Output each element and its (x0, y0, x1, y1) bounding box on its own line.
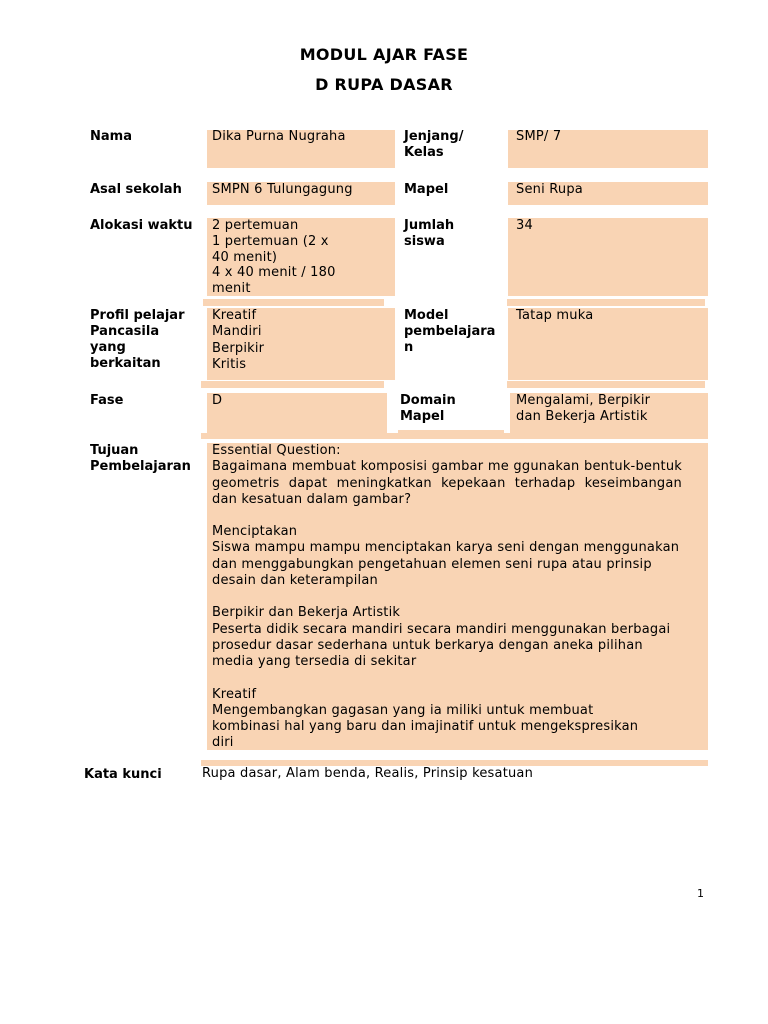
nama-value: Dika Purna Nugraha (212, 129, 346, 144)
menciptakan-heading: Menciptakan (212, 524, 298, 540)
kata-kunci-label: Kata kunci (84, 767, 162, 782)
jumlah-siswa-value: 34 (516, 218, 533, 233)
page-number: 1 (697, 887, 704, 900)
nama-label: Nama (90, 129, 132, 144)
jumlah-siswa-field[interactable] (508, 218, 708, 296)
field-separator (201, 433, 708, 439)
fase-label: Fase (90, 393, 124, 408)
document-title-line2: D RUPA DASAR (315, 75, 453, 94)
kreatif-heading: Kreatif (212, 686, 257, 702)
kata-kunci-value: Rupa dasar, Alam benda, Realis, Prinsip kesatuan (202, 766, 534, 781)
fase-value: D (212, 393, 223, 408)
mapel-label: Mapel (404, 182, 449, 197)
field-separator (507, 381, 705, 388)
berpikir-heading: Berpikir dan Bekerja Artistik (212, 605, 401, 621)
model-pembelajaran-value: Tatap muka (516, 308, 594, 323)
alokasi-waktu-label: Alokasi waktu (90, 218, 193, 233)
field-separator (201, 381, 384, 388)
menciptakan-text: Siswa mampu mampu menciptakan karya seni dengan menggunakan dan menggabungkan pengetahuan elemen seni rupa atau prinsip desain dan keterampilan (212, 540, 680, 589)
essential-question-heading: Essential Question: (212, 443, 341, 458)
profil-pelajar-value: Kreatif Mandiri Berpikir Kritis (212, 308, 265, 372)
essential-question-text: Bagaimana membuat komposisi gambar me ggunakan bentuk-bentuk geometris dapat meningkatkan kepekaan terhadap keseimbangan dan kesatuan dalam gambar? (212, 459, 682, 507)
model-pembelajaran-label: Model pembelajara n (404, 308, 496, 355)
mapel-value: Seni Rupa (516, 182, 583, 197)
domain-mapel-value: Mengalami, Berpikir dan Bekerja Artistik (516, 393, 651, 425)
tujuan-pembelajaran-content (212, 443, 682, 752)
berpikir-text: Peserta didik secara mandiri secara mandiri menggunakan berbagai prosedur dasar sederhana untuk berkarya dengan aneka pilihan media yang tersedia di sekitar (212, 621, 671, 670)
field-separator (203, 299, 384, 306)
field-separator (507, 299, 705, 306)
tujuan-pembelajaran-label: Tujuan Pembelajaran (90, 443, 191, 474)
fase-field[interactable] (207, 393, 387, 433)
kreatif-text: Mengembangkan gagasan yang ia miliki untuk membuat kombinasi hal yang baru dan imajinatif untuk mengekspresikan diri (212, 702, 639, 751)
domain-mapel-label: Domain Mapel (400, 393, 456, 424)
jenjang-value: SMP/ 7 (516, 129, 562, 144)
profil-pelajar-label: Profil pelajar Pancasila yang berkaitan (90, 308, 185, 371)
document-title-line1: MODUL AJAR FASE (299, 45, 469, 64)
asal-sekolah-label: Asal sekolah (90, 182, 182, 197)
alokasi-waktu-value: 2 pertemuan 1 pertemuan (2 x 40 menit) 4 x 40 menit / 180 menit (212, 218, 336, 297)
jenjang-label: Jenjang/ Kelas (404, 129, 464, 160)
asal-sekolah-value: SMPN 6 Tulungagung (212, 182, 353, 197)
jumlah-siswa-label: Jumlah siswa (404, 218, 455, 249)
